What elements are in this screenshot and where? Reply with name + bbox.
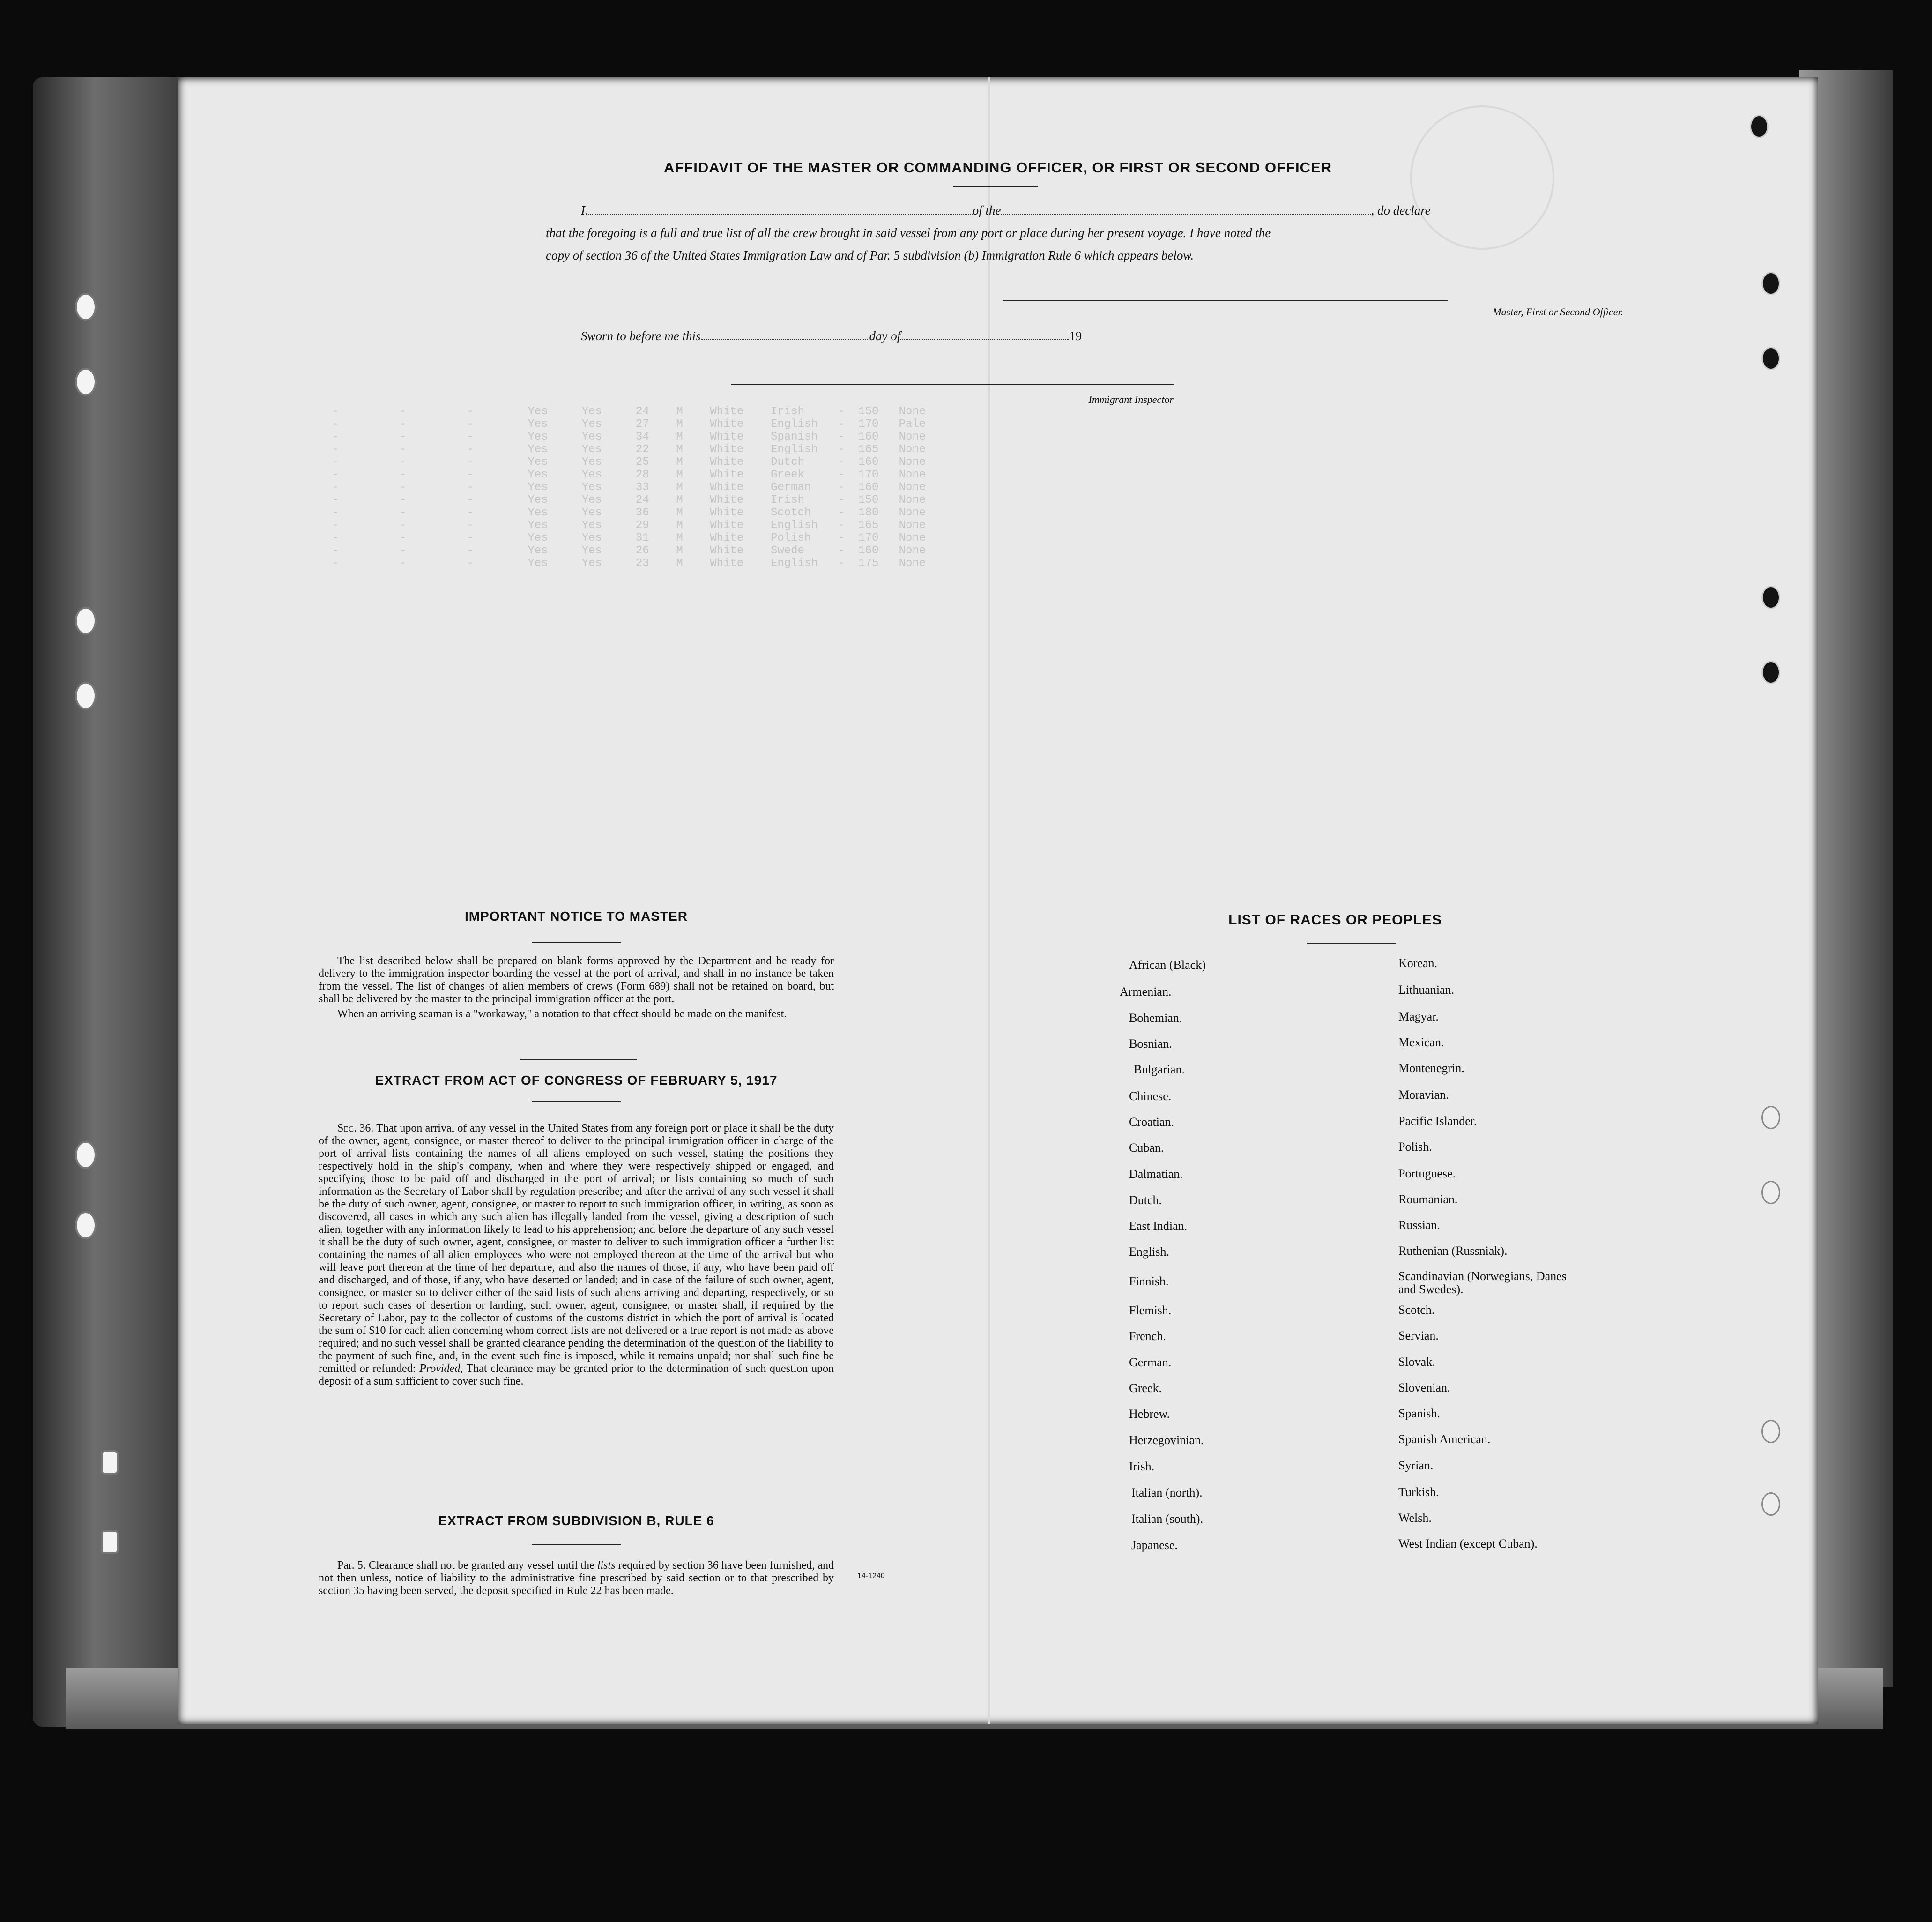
race-left-item: Dutch. — [1129, 1193, 1162, 1207]
race-left-item: African (Black) — [1129, 958, 1206, 972]
of-the-label: of the — [972, 203, 1001, 217]
notice-paragraph-1: The list described below shall be prepared on blank forms approved by the Department and be ready for delivery to the immigration inspector boarding the vessel at the port of arrival, and shall in no instance be taken from the vessel. The list of changes of alien members of crews (Form 689) shall not be retained on board, but shall be delivered by the master to the principal immigration officer at the port. — [319, 955, 834, 1005]
rule-text-b: required by section 36 have been furnished, and not then unless, notice of liability to the administrative fine prescribed by said section or to that prescribed by section 35 having been served, the deposit specified in Rule 22 has been made. — [319, 1559, 834, 1597]
race-left-item: Herzegovinian. — [1129, 1433, 1204, 1447]
race-right-item: Korean. — [1398, 956, 1438, 970]
punch-hole — [1761, 1420, 1780, 1443]
title-rule — [953, 186, 1038, 187]
race-right-item: Polish. — [1398, 1140, 1432, 1154]
race-left-item: Bohemian. — [1129, 1011, 1182, 1025]
races-title: LIST OF RACES OR PEOPLES — [1228, 912, 1442, 928]
punch-hole — [1750, 115, 1769, 138]
sworn-month-field[interactable] — [900, 330, 1069, 340]
binder-hole — [75, 1211, 97, 1239]
race-right-item: Roumanian. — [1398, 1192, 1458, 1206]
race-left-item: Japanese. — [1131, 1538, 1178, 1552]
sec-36-text: That upon arrival of any vessel in the United States from any foreign port or place it shall be the duty of the owner, agent, consignee, or master thereof to deliver to the principal immigration officer in charge of the port of arrival lists containing the names of all aliens employed on such vessel, stating the positions they respectively hold in the ship's company, when and where they were respectively shipped or engaged, and specifying those to be paid off and discharged in the port of arrival; or lists containing so much of such information as the Secretary of Labor shall by regulation prescribe; and after the arrival of any such vessel it shall be the duty of such owner, agent, consignee, or master to report to such immigration officer, in writing, as soon as discovered, all cases in which any such alien has illegally landed from the vessel, giving a description of such alien, together with any information likely to lead to his apprehension; and before the departure of any such vessel it shall be the duty of such owner, agent, consignee, or master to deliver to such immigration officer a further list containing the names of all alien employees who were not employed thereon at the time of the arrival but who will leave port thereon at the time of her departure, and also the names of those, if any, who have been paid off and discharged, and of those, if any, who have deserted or landed; and in case of the failure of such owner, agent, consignee, or master so to deliver either of the said lists of such aliens arriving and departing, respectively, or so to report such cases of desertion or landing, such owner, agent, consignee, or master shall, if required by the Secretary of Labor, pay to the collector of customs of the customs district in which the port of arrival is located the sum of $10 for each alien concerning whom correct lists are not delivered or a true report is not made as above required; and no such vessel shall be granted clearance pending the determination of the question of the liability to the payment of such fine, and, in the event such fine is imposed, while it remains unpaid; nor shall such fine be remitted or refunded: — [319, 1122, 834, 1375]
race-left-item: Croatian. — [1129, 1115, 1174, 1129]
manifest-back-page — [178, 77, 1818, 1724]
race-left-item: Cuban. — [1129, 1141, 1164, 1155]
race-left-item: Chinese. — [1129, 1089, 1172, 1103]
affidavit-title: AFFIDAVIT OF THE MASTER OR COMMANDING OFFICER, OR FIRST OR SECOND OFFICER — [663, 159, 1332, 176]
race-right-item: Pacific Islander. — [1398, 1114, 1477, 1128]
race-right-item: Spanish. — [1398, 1407, 1440, 1420]
race-right-item: Moravian. — [1398, 1088, 1449, 1102]
race-left-item: Finnish. — [1129, 1274, 1169, 1288]
notice-rule — [532, 942, 621, 943]
sworn-year-label: 19 — [1069, 329, 1082, 343]
name-field[interactable] — [588, 204, 973, 215]
race-left-item: German. — [1129, 1356, 1172, 1369]
race-left-item: Flemish. — [1129, 1304, 1172, 1317]
race-right-item: Ruthenian (Russniak). — [1398, 1244, 1508, 1258]
affidavit-line-2: that the foregoing is a full and true list of all the crew brought in said vessel from any port or place during her present voyage. I have noted the — [546, 226, 1271, 240]
act-rule — [532, 1101, 621, 1102]
section-divider — [520, 1059, 637, 1060]
inspector-caption: Immigrant Inspector — [1088, 394, 1174, 405]
race-right-item: Russian. — [1398, 1218, 1440, 1232]
race-right-item: Welsh. — [1398, 1511, 1432, 1525]
declare-label: , do declare — [1371, 203, 1431, 217]
act-section-36 — [319, 1122, 834, 1388]
proviso-text: That clearance may be granted prior to the determination of such question upon deposit of a sum sufficient to cover such fine. — [319, 1363, 834, 1387]
race-left-item: Bosnian. — [1129, 1037, 1172, 1050]
punch-hole — [1761, 1106, 1780, 1129]
sec-label: Sec. 36. — [337, 1122, 374, 1134]
race-right-item: West Indian (except Cuban). — [1398, 1537, 1538, 1550]
inspector-signature-line[interactable] — [731, 384, 1174, 385]
binder-hole — [101, 1530, 119, 1554]
master-signature-line[interactable] — [1003, 300, 1448, 301]
punch-hole — [1761, 347, 1780, 370]
race-left-item: Italian (north). — [1131, 1486, 1203, 1499]
act-title: EXTRACT FROM ACT OF CONGRESS OF FEBRUARY 5, 1917 — [375, 1073, 778, 1088]
vessel-field[interactable] — [1001, 204, 1371, 215]
race-right-item: Magyar. — [1398, 1010, 1439, 1023]
form-number: 14-1240 — [857, 1572, 885, 1580]
race-left-item: Italian (south). — [1131, 1512, 1204, 1526]
binder-hole — [101, 1450, 119, 1475]
notice-paragraph-2: When an arriving seaman is a "workaway," a notation to that effect should be made on the manifest. — [337, 1008, 787, 1020]
race-right-item: Syrian. — [1398, 1459, 1434, 1472]
race-left-item: Greek. — [1129, 1381, 1162, 1395]
race-right-item: Scandinavian (Norwegians, Danes and Swedes). — [1398, 1269, 1567, 1296]
proviso-label: Provided, — [419, 1363, 463, 1375]
day-of-label: day of — [869, 329, 901, 343]
race-right-item: Servian. — [1398, 1329, 1439, 1342]
sworn-date-field[interactable] — [701, 330, 869, 340]
sworn-line — [581, 326, 1237, 346]
race-right-item: Turkish. — [1398, 1485, 1439, 1499]
affidavit-line-1 — [581, 200, 1630, 221]
binder-hole — [75, 1141, 97, 1169]
race-right-item: Slovenian. — [1398, 1381, 1450, 1394]
race-right-item: Slovak. — [1398, 1355, 1435, 1369]
binder-hole — [75, 368, 97, 396]
notice-title: IMPORTANT NOTICE TO MASTER — [464, 909, 688, 924]
page-fold-line — [988, 77, 990, 1724]
race-left-item: Armenian. — [1120, 985, 1172, 998]
races-rule — [1307, 943, 1396, 944]
binder-left-edge — [33, 77, 187, 1727]
race-left-item: Hebrew. — [1129, 1407, 1170, 1421]
race-right-item: Spanish American. — [1398, 1432, 1491, 1446]
affidavit-i-label: I, — [581, 203, 588, 217]
race-right-item: Portuguese. — [1398, 1167, 1456, 1180]
race-left-item: Bulgarian. — [1134, 1063, 1185, 1076]
punch-hole — [1761, 1181, 1780, 1204]
race-left-item: Dalmatian. — [1129, 1167, 1183, 1181]
race-right-item: Lithuanian. — [1398, 983, 1455, 997]
binder-hole — [75, 607, 97, 635]
punch-hole — [1761, 661, 1780, 684]
master-signature-caption: Master, First or Second Officer. — [1493, 306, 1623, 318]
race-right-item: Scotch. — [1398, 1303, 1435, 1317]
rule-paragraph — [319, 1559, 834, 1597]
rule-text-a: Par. 5. Clearance shall not be granted any vessel until the — [337, 1559, 594, 1572]
sworn-label: Sworn to before me this — [581, 329, 701, 343]
race-left-item: East Indian. — [1129, 1219, 1188, 1233]
punch-hole — [1761, 272, 1780, 295]
race-left-item: Irish. — [1129, 1460, 1155, 1473]
punch-hole — [1761, 586, 1780, 609]
rule-text-lists: lists — [597, 1559, 616, 1572]
bleed-through-text: - - - Yes Yes 24 M White Irish - 150 None - - - Yes Yes 27 M White English - 170 Pale - - - Yes Yes 34 M White Spanish - 160 None - - - Yes Yes 22 M White English - 165 None - - - Yes Yes 25 M White Dutch - 160 None - - - Yes Yes 28 M White Greek - 170 None - - - Yes Yes 33 M White German - 160 None - - - Yes Yes 24 M White Irish - 150 None - - - Yes Yes 36 M White Scotch - 180 None - - - Yes Yes 29 M White English - 165 None - - - Yes Yes 31 M White Polish - 170 None - - - Yes Yes 26 M White Swede - 160 None - - - Yes Yes 23 M White English - 175 None — [332, 405, 926, 570]
race-left-item: English. — [1129, 1245, 1169, 1259]
race-right-item: Montenegrin. — [1398, 1061, 1464, 1075]
rule-title: EXTRACT FROM SUBDIVISION B, RULE 6 — [438, 1513, 714, 1528]
punch-hole — [1761, 1492, 1780, 1516]
rule-divider — [532, 1544, 621, 1545]
affidavit-line-3: copy of section 36 of the United States Immigration Law and of Par. 5 subdivision (b) Immigration Rule 6 which appears below. — [546, 248, 1194, 262]
binder-hole — [75, 682, 97, 710]
race-left-item: French. — [1129, 1329, 1166, 1343]
race-right-item: Mexican. — [1398, 1035, 1444, 1049]
binder-hole — [75, 293, 97, 321]
